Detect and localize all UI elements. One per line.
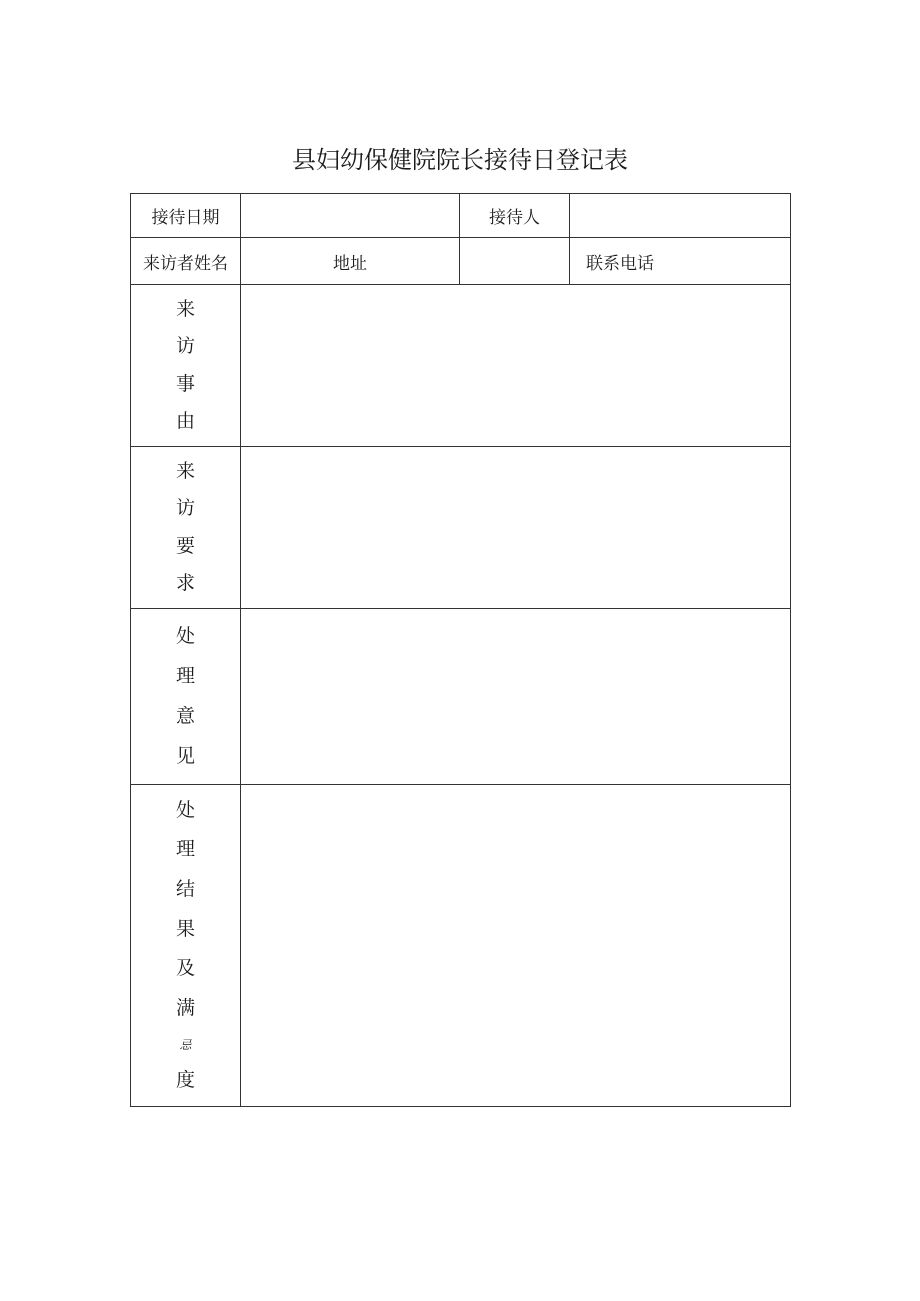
receiver-label: 接待人 [460, 194, 570, 238]
form-title: 县妇幼保健院院长接待日登记表 [292, 146, 628, 174]
section-handling-opinion [131, 609, 791, 785]
visit-request-field[interactable] [241, 447, 791, 609]
visitor-name-label: 来访者姓名 [131, 238, 241, 285]
row-date-receiver [131, 194, 791, 238]
date-field[interactable] [241, 194, 460, 238]
section-handling-result [131, 785, 791, 1107]
visit-reason-label [131, 285, 241, 447]
label-char: 来 [175, 459, 195, 482]
label-char: 意 [175, 705, 195, 727]
label-char: 理 [175, 665, 195, 687]
label-char: 要 [175, 534, 195, 557]
label-char: 忌 [179, 1037, 192, 1052]
form-table [130, 193, 791, 1107]
label-char: 事 [175, 372, 195, 395]
label-char: 访 [175, 497, 195, 520]
visit-request-label [131, 447, 241, 609]
label-char: 果 [175, 917, 195, 940]
visit-reason-field[interactable] [241, 285, 791, 447]
label-char: 处 [175, 798, 195, 821]
label-char: 结 [175, 878, 195, 901]
label-char: 由 [175, 410, 195, 433]
row-visitor-info [131, 238, 791, 285]
label-char: 求 [175, 572, 195, 595]
label-char: 见 [175, 745, 195, 767]
handling-opinion-field[interactable] [241, 609, 791, 785]
label-char: 及 [175, 957, 195, 980]
label-char: 度 [175, 1069, 195, 1092]
phone-label: 联系电话 [570, 238, 791, 285]
handling-opinion-label [131, 609, 241, 785]
label-char: 处 [175, 625, 195, 647]
handling-result-field[interactable] [241, 785, 791, 1107]
receiver-field[interactable] [570, 194, 791, 238]
registration-form [130, 193, 790, 1108]
date-label: 接待日期 [131, 194, 241, 238]
section-visit-reason [131, 285, 791, 447]
label-char: 满 [175, 996, 195, 1019]
section-visit-request [131, 447, 791, 609]
label-char: 理 [175, 838, 195, 861]
label-char: 访 [175, 335, 195, 358]
label-char: 来 [175, 297, 195, 320]
address-label: 地址 [241, 238, 460, 285]
address-field[interactable] [460, 238, 570, 285]
handling-result-label [131, 785, 241, 1107]
